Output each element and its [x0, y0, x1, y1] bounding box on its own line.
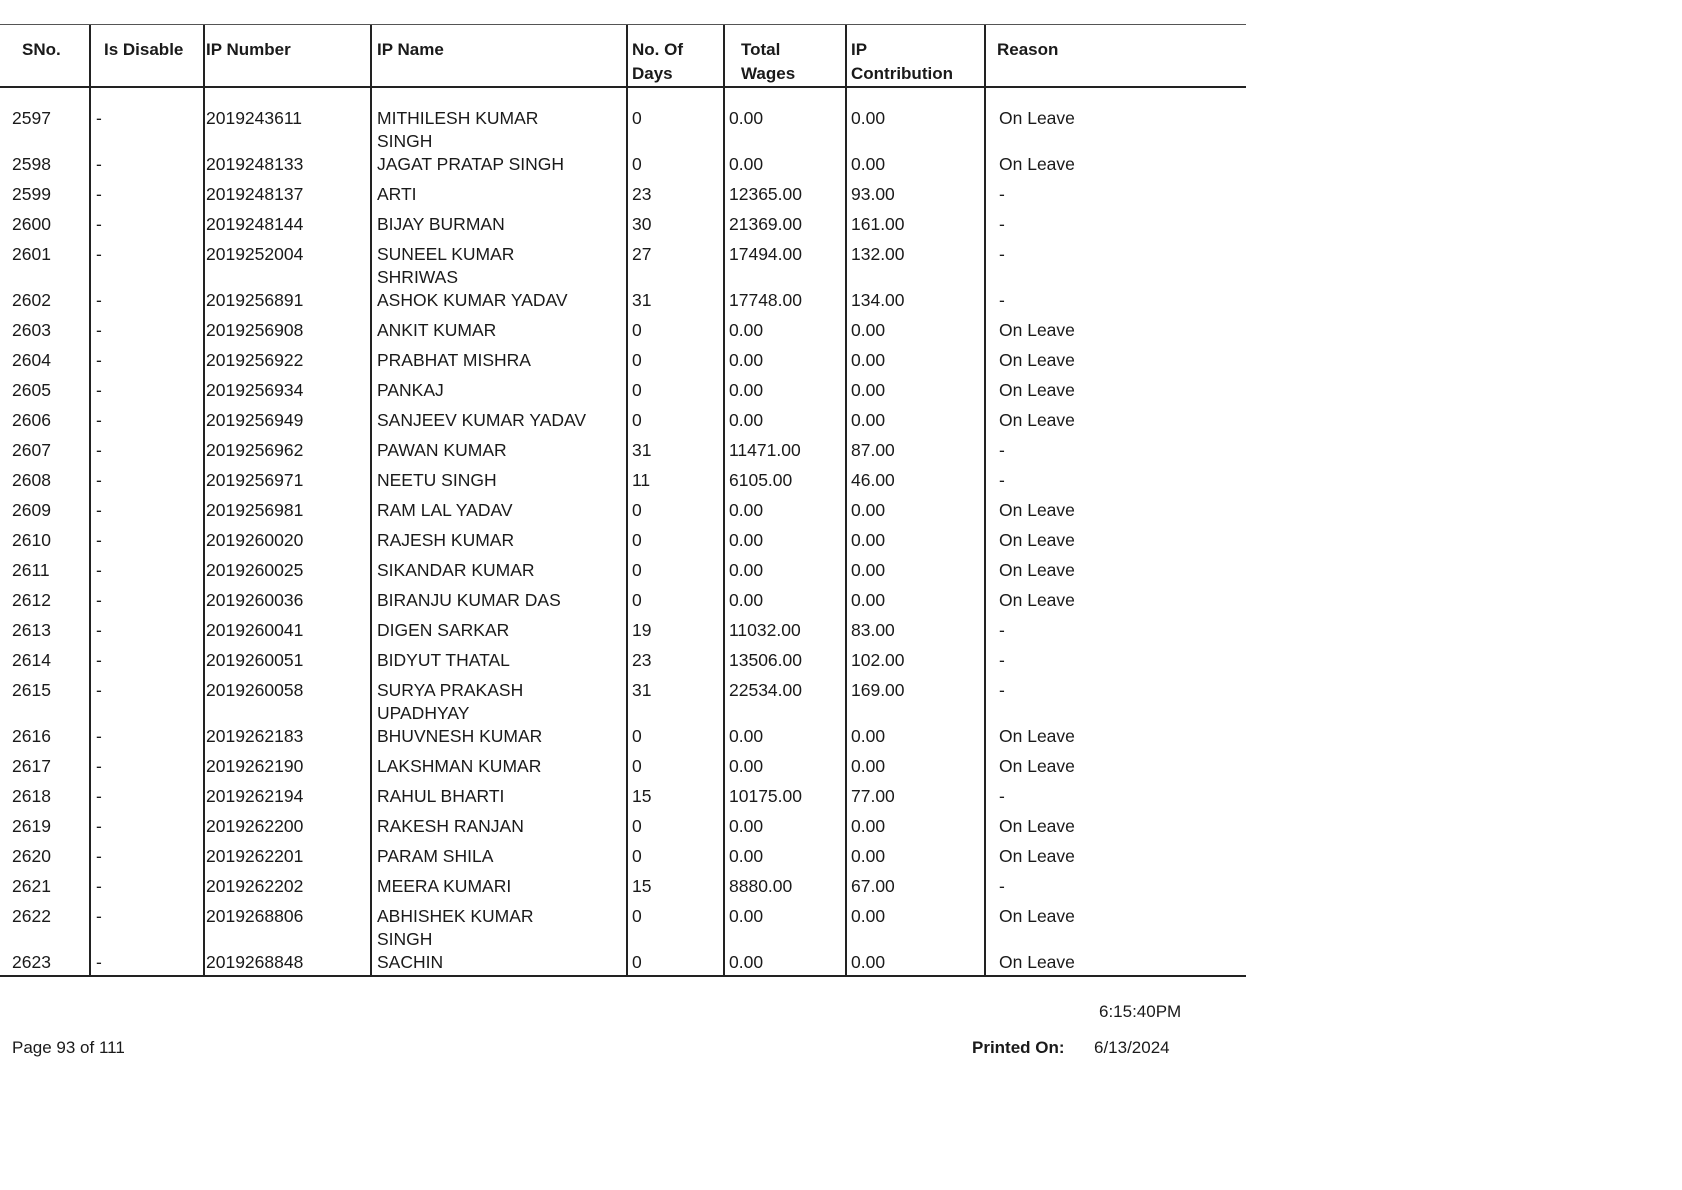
cell-ip-number: 2019256962	[206, 440, 304, 460]
cell-sno: 2615	[12, 680, 51, 700]
cell-wages: 0.00	[729, 154, 764, 174]
cell-ip-number: 2019262200	[206, 816, 304, 836]
cell-reason: -	[999, 786, 1005, 806]
cell-contribution: 161.00	[851, 214, 905, 234]
table-header	[0, 25, 1246, 88]
cell-wages: 12365.00	[729, 184, 802, 204]
cell-contribution: 0.00	[851, 952, 886, 972]
cell-days: 19	[632, 620, 652, 640]
cell-is-disable: -	[96, 560, 102, 580]
cell-wages: 0.00	[729, 108, 764, 128]
cell-reason: -	[999, 440, 1005, 460]
cell-reason: -	[999, 620, 1005, 640]
cell-reason: -	[999, 290, 1005, 310]
column-header-wages: Total Wages	[741, 40, 796, 83]
table-row	[0, 409, 1246, 439]
cell-sno: 2605	[12, 380, 51, 400]
cell-contribution: 0.00	[851, 350, 886, 370]
column-divider	[203, 25, 205, 976]
table-row	[0, 183, 1246, 213]
cell-sno: 2610	[12, 530, 51, 550]
cell-ip-number: 2019260058	[206, 680, 304, 700]
cell-ip-number: 2019262190	[206, 756, 304, 776]
cell-ip-number: 2019256908	[206, 320, 304, 340]
cell-reason: On Leave	[999, 590, 1075, 610]
cell-ip-name: BHUVNESH KUMAR	[377, 726, 543, 746]
cell-sno: 2606	[12, 410, 51, 430]
cell-ip-number: 2019260051	[206, 650, 304, 670]
cell-is-disable: -	[96, 184, 102, 204]
cell-reason: -	[999, 470, 1005, 490]
cell-ip-number: 2019262194	[206, 786, 304, 806]
cell-is-disable: -	[96, 680, 102, 700]
cell-days: 0	[632, 756, 642, 776]
cell-sno: 2623	[12, 952, 51, 972]
cell-sno: 2617	[12, 756, 51, 776]
cell-ip-name: RAM LAL YADAV	[377, 500, 513, 520]
cell-sno: 2622	[12, 906, 51, 926]
cell-ip-name: PAWAN KUMAR	[377, 440, 507, 460]
cell-is-disable: -	[96, 952, 102, 972]
cell-wages: 6105.00	[729, 470, 793, 490]
cell-wages: 0.00	[729, 906, 764, 926]
cell-ip-number: 2019248137	[206, 184, 304, 204]
cell-reason: On Leave	[999, 350, 1075, 370]
cell-sno: 2619	[12, 816, 51, 836]
cell-ip-name: BIRANJU KUMAR DAS	[377, 590, 561, 610]
printed-date: 6/13/2024	[1094, 1038, 1170, 1057]
cell-wages: 22534.00	[729, 680, 802, 700]
cell-ip-name: BIDYUT THATAL	[377, 650, 510, 670]
cell-ip-name: SIKANDAR KUMAR	[377, 560, 535, 580]
column-header-sno: SNo.	[22, 40, 61, 59]
cell-wages: 0.00	[729, 590, 764, 610]
cell-wages: 10175.00	[729, 786, 802, 806]
table-row	[0, 319, 1246, 349]
column-divider	[626, 25, 628, 976]
cell-ip-number: 2019248144	[206, 214, 304, 234]
cell-wages: 11032.00	[729, 620, 801, 640]
cell-ip-name: MITHILESH KUMAR SINGH	[377, 108, 539, 151]
cell-contribution: 134.00	[851, 290, 905, 310]
cell-ip-number: 2019248133	[206, 154, 304, 174]
cell-reason: On Leave	[999, 952, 1075, 972]
cell-wages: 0.00	[729, 380, 764, 400]
cell-ip-name: MEERA KUMARI	[377, 876, 512, 896]
table-row	[0, 107, 1246, 153]
cell-days: 0	[632, 560, 642, 580]
cell-contribution: 46.00	[851, 470, 895, 490]
cell-ip-number: 2019256934	[206, 380, 304, 400]
table-row	[0, 815, 1246, 845]
cell-reason: On Leave	[999, 500, 1075, 520]
table-row	[0, 589, 1246, 619]
cell-is-disable: -	[96, 650, 102, 670]
cell-is-disable: -	[96, 108, 102, 128]
cell-reason: On Leave	[999, 816, 1075, 836]
table-bottom-rule	[0, 975, 1246, 977]
cell-ip-name: SURYA PRAKASH UPADHYAY	[377, 680, 524, 723]
column-header-is-disable: Is Disable	[104, 40, 184, 59]
printed-time: 6:15:40PM	[1099, 1002, 1182, 1021]
cell-sno: 2608	[12, 470, 51, 490]
cell-days: 27	[632, 244, 652, 264]
cell-ip-name: RAKESH RANJAN	[377, 816, 524, 836]
cell-reason: On Leave	[999, 560, 1075, 580]
cell-contribution: 0.00	[851, 756, 886, 776]
cell-days: 23	[632, 184, 652, 204]
cell-is-disable: -	[96, 290, 102, 310]
table-row	[0, 725, 1246, 755]
table-row	[0, 529, 1246, 559]
cell-sno: 2600	[12, 214, 51, 234]
cell-reason: -	[999, 214, 1005, 234]
cell-ip-name: ASHOK KUMAR YADAV	[377, 290, 568, 310]
cell-ip-number: 2019260036	[206, 590, 304, 610]
cell-wages: 13506.00	[729, 650, 802, 670]
cell-contribution: 0.00	[851, 380, 886, 400]
cell-contribution: 87.00	[851, 440, 895, 460]
column-header-reason: Reason	[997, 40, 1059, 59]
column-header-contribution: IP Contribution	[851, 40, 953, 83]
cell-contribution: 0.00	[851, 906, 886, 926]
page-number: Page 93 of 111	[12, 1038, 125, 1057]
cell-reason: On Leave	[999, 726, 1075, 746]
cell-sno: 2601	[12, 244, 51, 264]
cell-wages: 0.00	[729, 350, 764, 370]
cell-sno: 2621	[12, 876, 51, 896]
cell-ip-name: PRABHAT MISHRA	[377, 350, 531, 370]
cell-ip-name: LAKSHMAN KUMAR	[377, 756, 542, 776]
cell-ip-number: 2019260041	[206, 620, 304, 640]
cell-wages: 0.00	[729, 560, 764, 580]
cell-ip-number: 2019260020	[206, 530, 304, 550]
cell-sno: 2602	[12, 290, 51, 310]
table-row	[0, 785, 1246, 815]
cell-is-disable: -	[96, 876, 102, 896]
cell-contribution: 0.00	[851, 410, 886, 430]
cell-is-disable: -	[96, 726, 102, 746]
cell-wages: 17494.00	[729, 244, 802, 264]
cell-contribution: 0.00	[851, 846, 886, 866]
cell-ip-number: 2019262183	[206, 726, 304, 746]
cell-sno: 2618	[12, 786, 51, 806]
cell-reason: -	[999, 680, 1005, 700]
column-divider	[370, 25, 372, 976]
cell-wages: 0.00	[729, 952, 764, 972]
cell-wages: 21369.00	[729, 214, 802, 234]
cell-ip-number: 2019243611	[206, 108, 303, 128]
cell-sno: 2598	[12, 154, 51, 174]
cell-ip-name: ABHISHEK KUMAR SINGH	[377, 906, 534, 949]
table-row	[0, 905, 1246, 951]
cell-days: 31	[632, 290, 652, 310]
cell-contribution: 0.00	[851, 108, 886, 128]
cell-days: 30	[632, 214, 652, 234]
column-divider	[723, 25, 725, 976]
table-row	[0, 243, 1246, 289]
cell-days: 0	[632, 350, 642, 370]
cell-wages: 8880.00	[729, 876, 793, 896]
cell-wages: 0.00	[729, 500, 764, 520]
cell-sno: 2614	[12, 650, 51, 670]
table-row	[0, 439, 1246, 469]
cell-sno: 2607	[12, 440, 51, 460]
cell-days: 0	[632, 530, 642, 550]
cell-ip-number: 2019256949	[206, 410, 304, 430]
cell-ip-number: 2019256891	[206, 290, 304, 310]
cell-ip-name: RAJESH KUMAR	[377, 530, 515, 550]
cell-is-disable: -	[96, 154, 102, 174]
cell-days: 0	[632, 320, 642, 340]
cell-ip-number: 2019262201	[206, 846, 304, 866]
cell-ip-name: PARAM SHILA	[377, 846, 494, 866]
cell-wages: 0.00	[729, 816, 764, 836]
cell-ip-number: 2019256922	[206, 350, 304, 370]
cell-days: 0	[632, 154, 642, 174]
cell-ip-name: DIGEN SARKAR	[377, 620, 510, 640]
cell-ip-name: ARTI	[377, 184, 417, 204]
cell-wages: 0.00	[729, 846, 764, 866]
cell-reason: On Leave	[999, 108, 1075, 128]
table-row	[0, 499, 1246, 529]
cell-sno: 2604	[12, 350, 51, 370]
cell-ip-name: JAGAT PRATAP SINGH	[377, 154, 565, 174]
cell-contribution: 0.00	[851, 726, 886, 746]
cell-ip-number: 2019268848	[206, 952, 304, 972]
cell-ip-number: 2019260025	[206, 560, 304, 580]
cell-contribution: 93.00	[851, 184, 895, 204]
column-divider	[845, 25, 847, 976]
column-header-ip-number: IP Number	[206, 40, 291, 59]
cell-days: 0	[632, 500, 642, 520]
cell-reason: On Leave	[999, 320, 1075, 340]
cell-sno: 2620	[12, 846, 51, 866]
cell-wages: 11471.00	[729, 440, 801, 460]
table-row	[0, 845, 1246, 875]
cell-reason: On Leave	[999, 846, 1075, 866]
table-row	[0, 349, 1246, 379]
cell-wages: 0.00	[729, 530, 764, 550]
cell-sno: 2599	[12, 184, 51, 204]
cell-ip-name: PANKAJ	[377, 380, 444, 400]
cell-reason: On Leave	[999, 756, 1075, 776]
cell-ip-name: SACHIN	[377, 952, 444, 972]
cell-is-disable: -	[96, 816, 102, 836]
cell-days: 0	[632, 410, 642, 430]
cell-days: 0	[632, 846, 642, 866]
cell-contribution: 0.00	[851, 500, 886, 520]
cell-is-disable: -	[96, 846, 102, 866]
cell-contribution: 67.00	[851, 876, 895, 896]
cell-is-disable: -	[96, 410, 102, 430]
cell-wages: 0.00	[729, 756, 764, 776]
cell-days: 23	[632, 650, 652, 670]
cell-contribution: 102.00	[851, 650, 905, 670]
cell-days: 31	[632, 440, 652, 460]
cell-days: 0	[632, 952, 642, 972]
cell-sno: 2612	[12, 590, 51, 610]
table-row	[0, 213, 1246, 243]
cell-wages: 0.00	[729, 320, 764, 340]
cell-is-disable: -	[96, 440, 102, 460]
cell-is-disable: -	[96, 320, 102, 340]
cell-days: 0	[632, 380, 642, 400]
cell-ip-name: SANJEEV KUMAR YADAV	[377, 410, 587, 430]
cell-wages: 17748.00	[729, 290, 802, 310]
cell-ip-name: SUNEEL KUMAR SHRIWAS	[377, 244, 515, 287]
cell-reason: On Leave	[999, 530, 1075, 550]
cell-days: 15	[632, 876, 652, 896]
cell-ip-name: NEETU SINGH	[377, 470, 497, 490]
table-body	[0, 88, 1246, 981]
column-header-days: No. Of Days	[632, 40, 683, 83]
cell-is-disable: -	[96, 500, 102, 520]
cell-days: 31	[632, 680, 652, 700]
table-row	[0, 649, 1246, 679]
cell-is-disable: -	[96, 214, 102, 234]
cell-ip-number: 2019262202	[206, 876, 304, 896]
column-divider	[984, 25, 986, 976]
cell-days: 0	[632, 816, 642, 836]
cell-sno: 2611	[12, 560, 50, 580]
cell-reason: -	[999, 650, 1005, 670]
cell-ip-number: 2019268806	[206, 906, 304, 926]
cell-is-disable: -	[96, 350, 102, 370]
contribution-table	[0, 24, 1246, 981]
cell-sno: 2616	[12, 726, 51, 746]
cell-reason: On Leave	[999, 380, 1075, 400]
cell-is-disable: -	[96, 786, 102, 806]
cell-is-disable: -	[96, 244, 102, 264]
column-divider	[89, 25, 91, 976]
cell-days: 0	[632, 108, 642, 128]
cell-contribution: 0.00	[851, 590, 886, 610]
cell-contribution: 0.00	[851, 530, 886, 550]
cell-ip-name: BIJAY BURMAN	[377, 214, 505, 234]
cell-days: 15	[632, 786, 652, 806]
table-row	[0, 379, 1246, 409]
cell-sno: 2603	[12, 320, 51, 340]
cell-reason: On Leave	[999, 906, 1075, 926]
table-row	[0, 875, 1246, 905]
cell-wages: 0.00	[729, 726, 764, 746]
column-header-ip-name: IP Name	[377, 40, 444, 59]
cell-reason: On Leave	[999, 154, 1075, 174]
cell-contribution: 0.00	[851, 320, 886, 340]
cell-wages: 0.00	[729, 410, 764, 430]
cell-reason: On Leave	[999, 410, 1075, 430]
table-row	[0, 755, 1246, 785]
cell-contribution: 83.00	[851, 620, 895, 640]
cell-ip-name: RAHUL BHARTI	[377, 786, 505, 806]
cell-is-disable: -	[96, 530, 102, 550]
table-row	[0, 469, 1246, 499]
cell-days: 0	[632, 726, 642, 746]
table-row	[0, 289, 1246, 319]
cell-contribution: 0.00	[851, 154, 886, 174]
cell-is-disable: -	[96, 756, 102, 776]
cell-contribution: 77.00	[851, 786, 895, 806]
cell-ip-number: 2019256981	[206, 500, 304, 520]
cell-reason: -	[999, 184, 1005, 204]
table-row	[0, 559, 1246, 589]
cell-is-disable: -	[96, 906, 102, 926]
table-row	[0, 679, 1246, 725]
cell-ip-number: 2019256971	[206, 470, 304, 490]
cell-contribution: 0.00	[851, 816, 886, 836]
cell-contribution: 132.00	[851, 244, 905, 264]
cell-is-disable: -	[96, 620, 102, 640]
cell-days: 0	[632, 906, 642, 926]
cell-sno: 2597	[12, 108, 51, 128]
printed-on-label: Printed On:	[972, 1038, 1065, 1057]
table-row	[0, 619, 1246, 649]
table-row	[0, 153, 1246, 183]
cell-ip-name: ANKIT KUMAR	[377, 320, 497, 340]
cell-days: 11	[632, 470, 651, 490]
cell-sno: 2609	[12, 500, 51, 520]
cell-sno: 2613	[12, 620, 51, 640]
cell-reason: -	[999, 244, 1005, 264]
cell-is-disable: -	[96, 380, 102, 400]
cell-is-disable: -	[96, 470, 102, 490]
cell-contribution: 0.00	[851, 560, 886, 580]
cell-ip-number: 2019252004	[206, 244, 304, 264]
cell-is-disable: -	[96, 590, 102, 610]
cell-days: 0	[632, 590, 642, 610]
cell-reason: -	[999, 876, 1005, 896]
cell-contribution: 169.00	[851, 680, 905, 700]
